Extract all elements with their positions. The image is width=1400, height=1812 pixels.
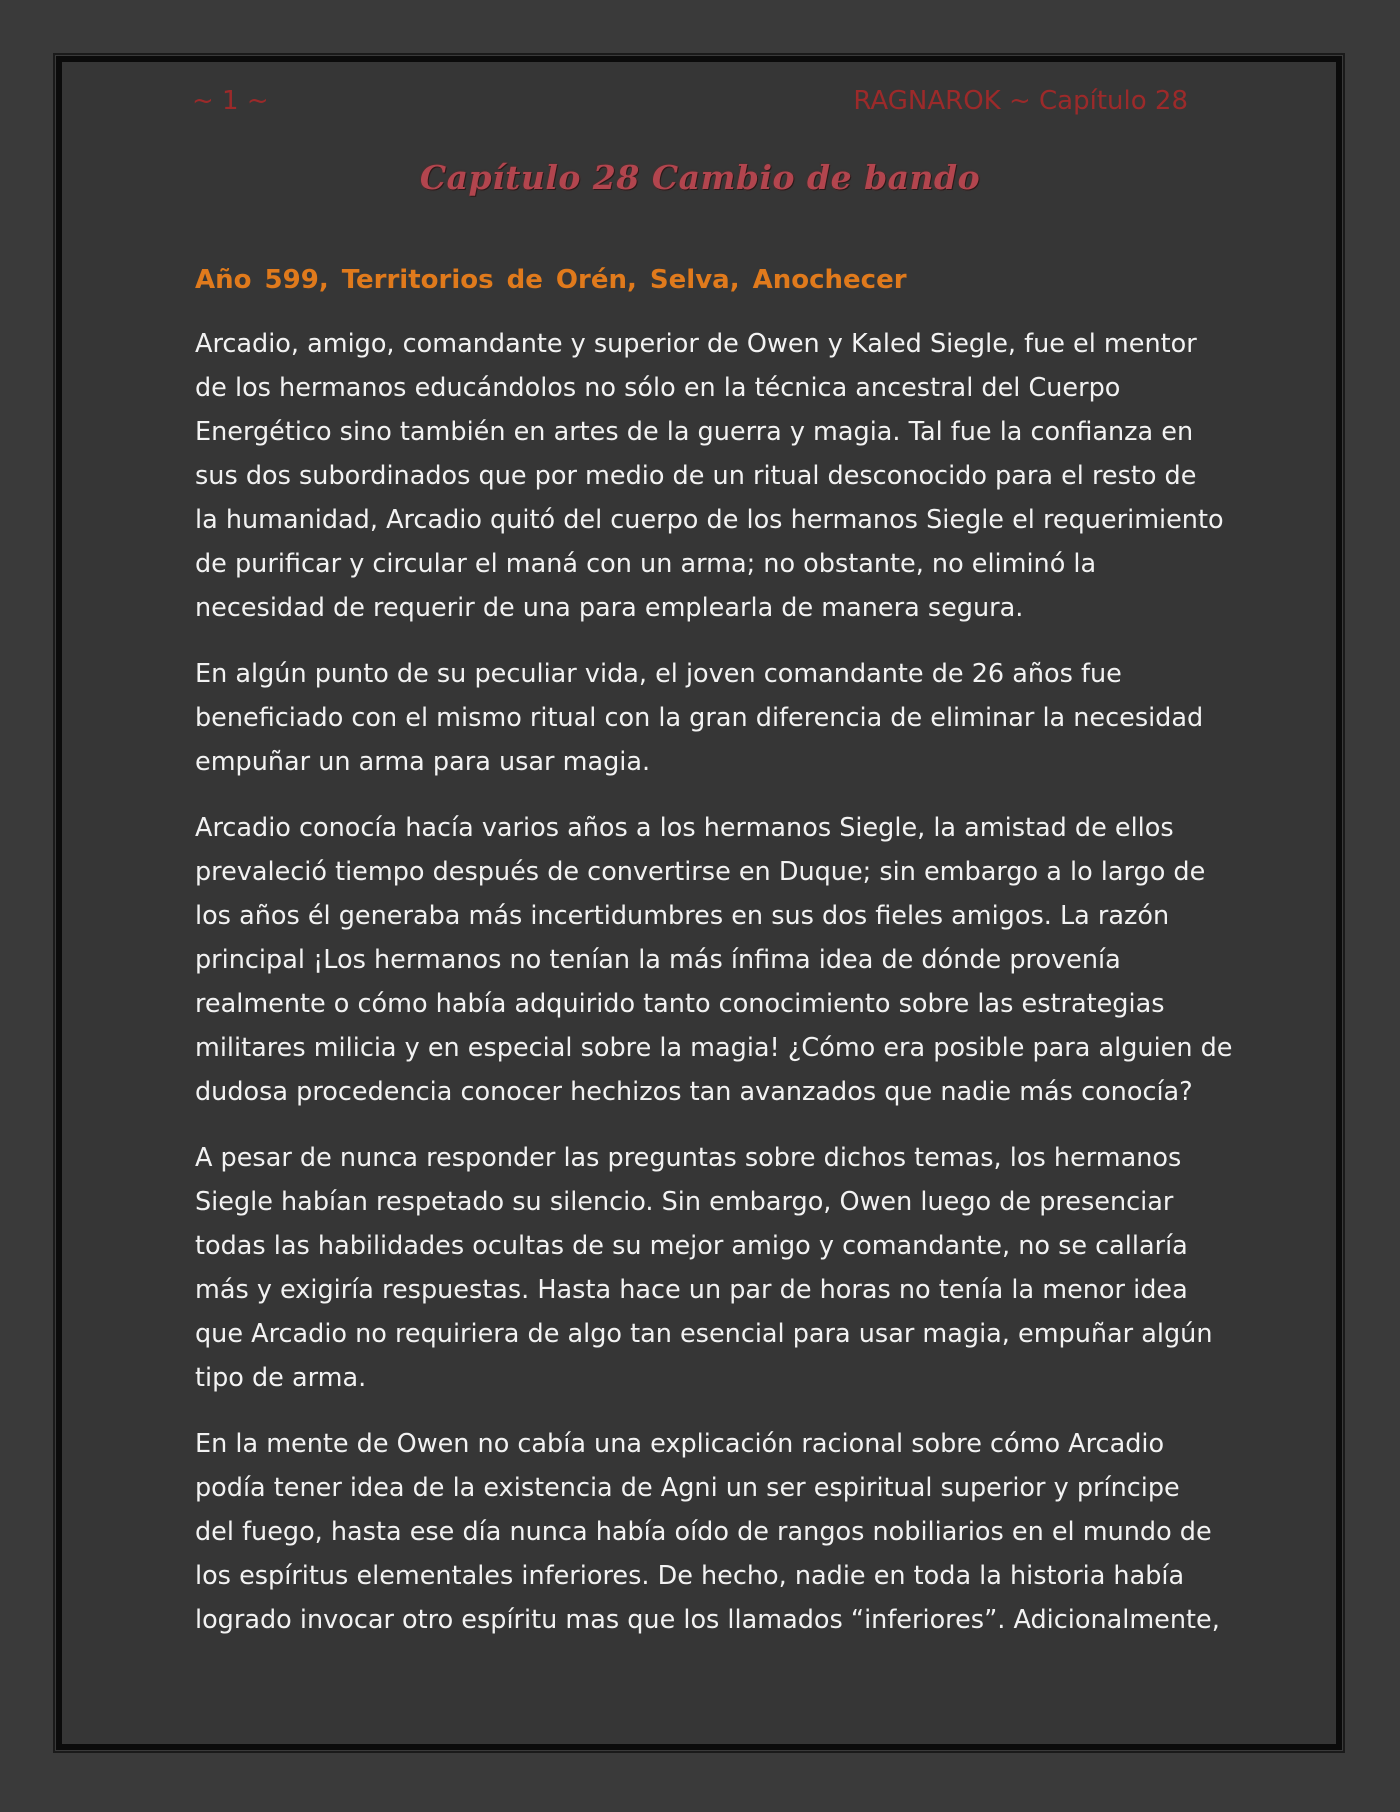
- section-heading: Año 599, Territorios de Orén, Selva, Anochecer: [195, 265, 907, 295]
- paragraph-line: beneficiado con el mismo ritual con la gran diferencia de eliminar la necesidad: [195, 703, 1204, 733]
- paragraph-line: que Arcadio no requiriera de algo tan esencial para usar magia, empuñar algún: [195, 1319, 1213, 1349]
- paragraph-line: prevaleció tiempo después de convertirse en Duque; sin embargo a lo largo de: [195, 857, 1206, 887]
- paragraph-line: necesidad de requerir de una para emplearla de manera segura.: [195, 593, 1024, 623]
- paragraph-line: Energético sino también en artes de la guerra y magia. Tal fue la confianza en: [195, 417, 1194, 447]
- chapter-title: Capítulo 28 Cambio de bando: [419, 158, 981, 197]
- chapter-body: [195, 262, 1233, 1664]
- paragraph-line: En algún punto de su peculiar vida, el joven comandante de 26 años fue: [195, 659, 1122, 689]
- paragraph-line: podía tener idea de la existencia de Agni un ser espiritual superior y príncipe: [195, 1473, 1180, 1503]
- running-header: [192, 86, 1188, 122]
- paragraph-line: militares milicia y en especial sobre la magia! ¿Cómo era posible para alguien de: [195, 1033, 1233, 1063]
- paragraph-line: la humanidad, Arcadio quitó del cuerpo de los hermanos Siegle el requerimiento: [195, 505, 1224, 535]
- running-title: RAGNAROK ~ Capítulo 28: [853, 86, 1188, 116]
- paragraph-line: de los hermanos educándolos no sólo en la técnica ancestral del Cuerpo: [195, 373, 1121, 403]
- paragraph: [195, 806, 1233, 1114]
- paragraph: [195, 322, 1225, 630]
- paragraph-line: dudosa procedencia conocer hechizos tan avanzados que nadie más conocía?: [195, 1077, 1193, 1107]
- paragraph: [195, 652, 1225, 784]
- paragraph-line: tipo de arma.: [195, 1363, 367, 1393]
- paragraph-line: En la mente de Owen no cabía una explicación racional sobre cómo Arcadio: [195, 1429, 1165, 1459]
- paragraph: [195, 1136, 1225, 1400]
- paragraph-line: sus dos subordinados que por medio de un ritual desconocido para el resto de: [195, 461, 1197, 491]
- paragraph-line: realmente o cómo había adquirido tanto conocimiento sobre las estrategias: [195, 989, 1165, 1019]
- page-number: ~ 1 ~: [192, 86, 269, 116]
- paragraph-line: logrado invocar otro espíritu mas que los llamados “inferiores”. Adicionalmente,: [195, 1605, 1220, 1635]
- paragraph-line: más y exigiría respuestas. Hasta hace un par de horas no tenía la menor idea: [195, 1275, 1188, 1305]
- paragraphs: [195, 322, 1233, 1642]
- paragraph-line: principal ¡Los hermanos no tenían la más ínfima idea de dónde provenía: [195, 945, 1121, 975]
- paragraph-line: Siegle habían respetado su silencio. Sin embargo, Owen luego de presenciar: [195, 1187, 1174, 1217]
- paragraph-line: Arcadio conocía hacía varios años a los hermanos Siegle, la amistad de ellos: [195, 813, 1174, 843]
- paragraph-line: del fuego, hasta ese día nunca había oído de rangos nobiliarios en el mundo de: [195, 1517, 1212, 1547]
- paragraph-line: de purificar y circular el maná con un arma; no obstante, no eliminó la: [195, 549, 1097, 579]
- paragraph-line: A pesar de nunca responder las preguntas sobre dichos temas, los hermanos: [195, 1143, 1182, 1173]
- paragraph-line: todas las habilidades ocultas de su mejor amigo y comandante, no se callaría: [195, 1231, 1188, 1261]
- paragraph-line: los años él generaba más incertidumbres en sus dos fieles amigos. La razón: [195, 901, 1170, 931]
- paragraph-line: Arcadio, amigo, comandante y superior de Owen y Kaled Siegle, fue el mentor: [195, 329, 1197, 359]
- paragraph-line: empuñar un arma para usar magia.: [195, 747, 651, 777]
- paragraph: [195, 1422, 1225, 1642]
- paragraph-line: los espíritus elementales inferiores. De hecho, nadie en toda la historia había: [195, 1561, 1185, 1591]
